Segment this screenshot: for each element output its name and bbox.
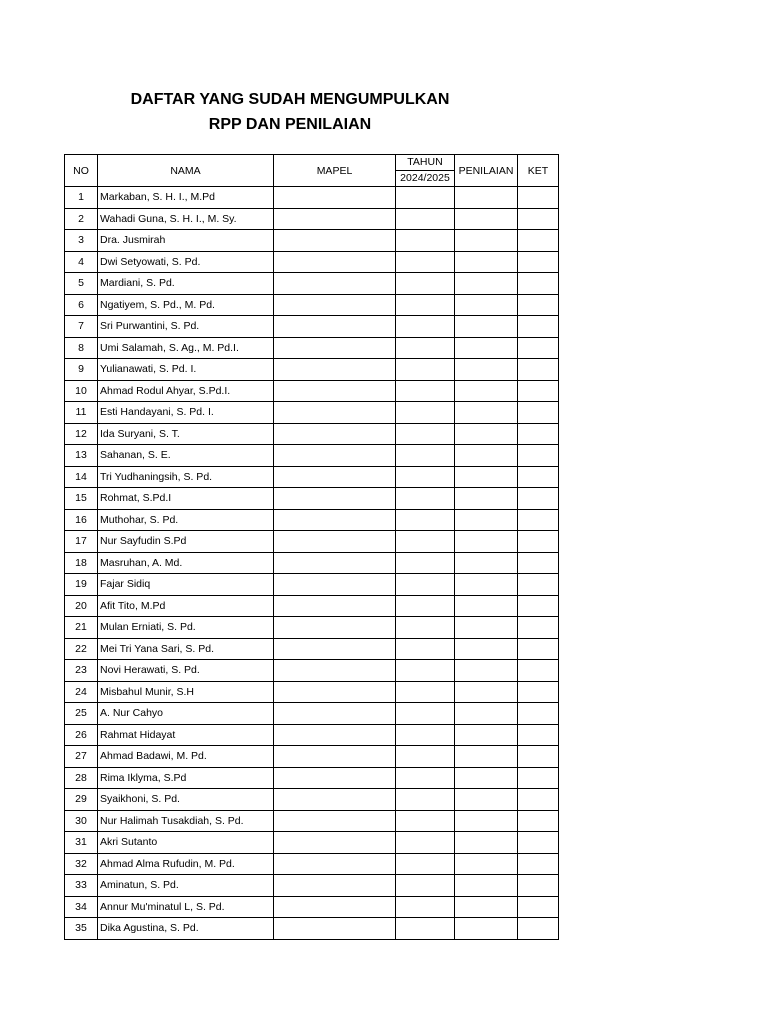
row-tahun-cell — [396, 251, 455, 273]
row-tahun-cell — [396, 531, 455, 553]
row-number: 3 — [65, 230, 98, 252]
table-row — [65, 380, 559, 402]
row-name: Aminatun, S. Pd. — [98, 875, 274, 897]
row-number: 5 — [65, 273, 98, 295]
row-name: Nur Halimah Tusakdiah, S. Pd. — [98, 810, 274, 832]
row-number: 7 — [65, 316, 98, 338]
table-row — [65, 660, 559, 682]
row-mapel-cell — [274, 488, 396, 510]
row-mapel-cell — [274, 423, 396, 445]
table-row — [65, 767, 559, 789]
row-number: 29 — [65, 789, 98, 811]
row-name: Masruhan, A. Md. — [98, 552, 274, 574]
row-number: 11 — [65, 402, 98, 424]
row-penilaian-cell — [455, 531, 518, 553]
row-name: Rohmat, S.Pd.I — [98, 488, 274, 510]
table-row — [65, 703, 559, 725]
row-penilaian-cell — [455, 488, 518, 510]
submission-table — [64, 154, 559, 940]
row-tahun-cell — [396, 574, 455, 596]
row-number: 30 — [65, 810, 98, 832]
table-row — [65, 896, 559, 918]
row-tahun-cell — [396, 337, 455, 359]
row-ket-cell — [518, 638, 559, 660]
row-number: 2 — [65, 208, 98, 230]
row-penilaian-cell — [455, 595, 518, 617]
row-penilaian-cell — [455, 552, 518, 574]
row-mapel-cell — [274, 531, 396, 553]
row-name: Nur Sayfudin S.Pd — [98, 531, 274, 553]
row-mapel-cell — [274, 918, 396, 940]
row-mapel-cell — [274, 316, 396, 338]
row-penilaian-cell — [455, 875, 518, 897]
table-row — [65, 359, 559, 381]
row-mapel-cell — [274, 380, 396, 402]
row-number: 34 — [65, 896, 98, 918]
row-ket-cell — [518, 466, 559, 488]
row-mapel-cell — [274, 187, 396, 209]
row-tahun-cell — [396, 896, 455, 918]
row-mapel-cell — [274, 230, 396, 252]
row-name: Mulan Erniati, S. Pd. — [98, 617, 274, 639]
row-tahun-cell — [396, 359, 455, 381]
row-name: Fajar Sidiq — [98, 574, 274, 596]
row-tahun-cell — [396, 445, 455, 467]
row-number: 10 — [65, 380, 98, 402]
row-number: 26 — [65, 724, 98, 746]
row-number: 21 — [65, 617, 98, 639]
row-tahun-cell — [396, 208, 455, 230]
row-penilaian-cell — [455, 617, 518, 639]
table-row — [65, 230, 559, 252]
table-row — [65, 617, 559, 639]
row-name: Sri Purwantini, S. Pd. — [98, 316, 274, 338]
row-penilaian-cell — [455, 853, 518, 875]
row-name: Wahadi Guna, S. H. I., M. Sy. — [98, 208, 274, 230]
row-number: 22 — [65, 638, 98, 660]
table-row — [65, 294, 559, 316]
row-ket-cell — [518, 681, 559, 703]
row-penilaian-cell — [455, 359, 518, 381]
row-tahun-cell — [396, 423, 455, 445]
row-name: Syaikhoni, S. Pd. — [98, 789, 274, 811]
row-penilaian-cell — [455, 294, 518, 316]
header-penilaian: PENILAIAN — [455, 155, 518, 187]
row-mapel-cell — [274, 746, 396, 768]
row-penilaian-cell — [455, 724, 518, 746]
row-name: Dwi Setyowati, S. Pd. — [98, 251, 274, 273]
row-number: 1 — [65, 187, 98, 209]
row-penilaian-cell — [455, 638, 518, 660]
table-row — [65, 681, 559, 703]
row-mapel-cell — [274, 617, 396, 639]
row-ket-cell — [518, 208, 559, 230]
row-penilaian-cell — [455, 767, 518, 789]
row-ket-cell — [518, 230, 559, 252]
table-row — [65, 595, 559, 617]
row-tahun-cell — [396, 380, 455, 402]
table-row — [65, 853, 559, 875]
table-row — [65, 724, 559, 746]
row-ket-cell — [518, 853, 559, 875]
row-name: Misbahul Munir, S.H — [98, 681, 274, 703]
row-number: 16 — [65, 509, 98, 531]
row-ket-cell — [518, 273, 559, 295]
row-name: Dika Agustina, S. Pd. — [98, 918, 274, 940]
row-mapel-cell — [274, 337, 396, 359]
row-number: 4 — [65, 251, 98, 273]
row-penilaian-cell — [455, 466, 518, 488]
row-mapel-cell — [274, 767, 396, 789]
row-name: Tri Yudhaningsih, S. Pd. — [98, 466, 274, 488]
row-ket-cell — [518, 445, 559, 467]
row-penilaian-cell — [455, 273, 518, 295]
row-penilaian-cell — [455, 896, 518, 918]
row-tahun-cell — [396, 681, 455, 703]
row-ket-cell — [518, 574, 559, 596]
row-name: A. Nur Cahyo — [98, 703, 274, 725]
row-penilaian-cell — [455, 402, 518, 424]
row-tahun-cell — [396, 660, 455, 682]
row-tahun-cell — [396, 746, 455, 768]
row-ket-cell — [518, 660, 559, 682]
row-number: 15 — [65, 488, 98, 510]
row-ket-cell — [518, 789, 559, 811]
row-number: 14 — [65, 466, 98, 488]
row-ket-cell — [518, 359, 559, 381]
table-row — [65, 466, 559, 488]
row-penilaian-cell — [455, 187, 518, 209]
table-row — [65, 337, 559, 359]
row-name: Mei Tri Yana Sari, S. Pd. — [98, 638, 274, 660]
row-number: 18 — [65, 552, 98, 574]
row-tahun-cell — [396, 187, 455, 209]
table-row — [65, 445, 559, 467]
row-name: Ngatiyem, S. Pd., M. Pd. — [98, 294, 274, 316]
row-penilaian-cell — [455, 703, 518, 725]
row-number: 12 — [65, 423, 98, 445]
row-tahun-cell — [396, 294, 455, 316]
row-ket-cell — [518, 337, 559, 359]
row-name: Ahmad Rodul Ahyar, S.Pd.I. — [98, 380, 274, 402]
row-number: 19 — [65, 574, 98, 596]
row-penilaian-cell — [455, 746, 518, 768]
row-mapel-cell — [274, 595, 396, 617]
row-tahun-cell — [396, 810, 455, 832]
row-ket-cell — [518, 531, 559, 553]
row-name: Sahanan, S. E. — [98, 445, 274, 467]
row-ket-cell — [518, 810, 559, 832]
row-penilaian-cell — [455, 832, 518, 854]
table-row — [65, 875, 559, 897]
table-row — [65, 488, 559, 510]
table-row — [65, 251, 559, 273]
row-penilaian-cell — [455, 918, 518, 940]
row-ket-cell — [518, 380, 559, 402]
row-mapel-cell — [274, 208, 396, 230]
row-mapel-cell — [274, 638, 396, 660]
row-ket-cell — [518, 187, 559, 209]
row-number: 27 — [65, 746, 98, 768]
row-name: Annur Mu'minatul L, S. Pd. — [98, 896, 274, 918]
row-mapel-cell — [274, 466, 396, 488]
table-row — [65, 509, 559, 531]
row-tahun-cell — [396, 230, 455, 252]
row-ket-cell — [518, 552, 559, 574]
row-name: Akri Sutanto — [98, 832, 274, 854]
row-penilaian-cell — [455, 208, 518, 230]
row-name: Ida Suryani, S. T. — [98, 423, 274, 445]
header-ket: KET — [518, 155, 559, 187]
table-row — [65, 918, 559, 940]
row-mapel-cell — [274, 251, 396, 273]
row-mapel-cell — [274, 853, 396, 875]
row-ket-cell — [518, 595, 559, 617]
row-number: 17 — [65, 531, 98, 553]
row-ket-cell — [518, 488, 559, 510]
row-number: 23 — [65, 660, 98, 682]
row-number: 13 — [65, 445, 98, 467]
row-penilaian-cell — [455, 574, 518, 596]
row-ket-cell — [518, 703, 559, 725]
row-mapel-cell — [274, 402, 396, 424]
table-row — [65, 746, 559, 768]
table-row — [65, 810, 559, 832]
row-mapel-cell — [274, 273, 396, 295]
row-number: 28 — [65, 767, 98, 789]
row-ket-cell — [518, 251, 559, 273]
table-row — [65, 552, 559, 574]
row-mapel-cell — [274, 896, 396, 918]
row-mapel-cell — [274, 574, 396, 596]
row-name: Rahmat Hidayat — [98, 724, 274, 746]
row-ket-cell — [518, 423, 559, 445]
row-ket-cell — [518, 832, 559, 854]
row-number: 35 — [65, 918, 98, 940]
row-ket-cell — [518, 896, 559, 918]
table-row — [65, 273, 559, 295]
row-penilaian-cell — [455, 316, 518, 338]
row-mapel-cell — [274, 660, 396, 682]
row-penilaian-cell — [455, 810, 518, 832]
row-ket-cell — [518, 617, 559, 639]
row-tahun-cell — [396, 724, 455, 746]
row-mapel-cell — [274, 359, 396, 381]
row-number: 8 — [65, 337, 98, 359]
row-name: Afit Tito, M.Pd — [98, 595, 274, 617]
row-mapel-cell — [274, 445, 396, 467]
row-penilaian-cell — [455, 423, 518, 445]
row-name: Muthohar, S. Pd. — [98, 509, 274, 531]
row-tahun-cell — [396, 595, 455, 617]
row-tahun-cell — [396, 617, 455, 639]
row-ket-cell — [518, 746, 559, 768]
row-tahun-cell — [396, 875, 455, 897]
row-penilaian-cell — [455, 660, 518, 682]
table-row — [65, 789, 559, 811]
row-ket-cell — [518, 509, 559, 531]
row-penilaian-cell — [455, 230, 518, 252]
header-tahun-year: 2024/2025 — [396, 171, 455, 187]
row-ket-cell — [518, 875, 559, 897]
table-row — [65, 638, 559, 660]
row-mapel-cell — [274, 832, 396, 854]
row-tahun-cell — [396, 316, 455, 338]
row-ket-cell — [518, 767, 559, 789]
row-name: Dra. Jusmirah — [98, 230, 274, 252]
table-row — [65, 187, 559, 209]
row-tahun-cell — [396, 509, 455, 531]
row-number: 24 — [65, 681, 98, 703]
row-tahun-cell — [396, 853, 455, 875]
row-tahun-cell — [396, 703, 455, 725]
row-number: 33 — [65, 875, 98, 897]
row-mapel-cell — [274, 509, 396, 531]
row-number: 9 — [65, 359, 98, 381]
row-ket-cell — [518, 294, 559, 316]
row-name: Mardiani, S. Pd. — [98, 273, 274, 295]
row-penilaian-cell — [455, 380, 518, 402]
row-mapel-cell — [274, 552, 396, 574]
row-name: Esti Handayani, S. Pd. I. — [98, 402, 274, 424]
row-penilaian-cell — [455, 445, 518, 467]
row-name: Yulianawati, S. Pd. I. — [98, 359, 274, 381]
row-mapel-cell — [274, 724, 396, 746]
row-penilaian-cell — [455, 789, 518, 811]
row-tahun-cell — [396, 488, 455, 510]
row-mapel-cell — [274, 810, 396, 832]
row-ket-cell — [518, 316, 559, 338]
header-no: NO — [65, 155, 98, 187]
row-name: Umi Salamah, S. Ag., M. Pd.I. — [98, 337, 274, 359]
row-tahun-cell — [396, 552, 455, 574]
table-row — [65, 574, 559, 596]
row-tahun-cell — [396, 767, 455, 789]
document-title: DAFTAR YANG SUDAH MENGUMPULKAN — [130, 91, 450, 108]
row-tahun-cell — [396, 832, 455, 854]
row-name: Ahmad Alma Rufudin, M. Pd. — [98, 853, 274, 875]
row-name: Markaban, S. H. I., M.Pd — [98, 187, 274, 209]
row-tahun-cell — [396, 638, 455, 660]
row-ket-cell — [518, 724, 559, 746]
row-penilaian-cell — [455, 337, 518, 359]
table-body — [65, 187, 559, 940]
header-tahun: TAHUN — [396, 155, 455, 171]
row-penilaian-cell — [455, 251, 518, 273]
row-tahun-cell — [396, 466, 455, 488]
row-number: 25 — [65, 703, 98, 725]
row-name: Rima Iklyma, S.Pd — [98, 767, 274, 789]
row-mapel-cell — [274, 681, 396, 703]
table-row — [65, 402, 559, 424]
row-penilaian-cell — [455, 509, 518, 531]
row-number: 31 — [65, 832, 98, 854]
header-mapel: MAPEL — [274, 155, 396, 187]
row-mapel-cell — [274, 703, 396, 725]
row-ket-cell — [518, 918, 559, 940]
row-ket-cell — [518, 402, 559, 424]
row-mapel-cell — [274, 294, 396, 316]
row-penilaian-cell — [455, 681, 518, 703]
row-number: 32 — [65, 853, 98, 875]
table-row — [65, 832, 559, 854]
row-tahun-cell — [396, 273, 455, 295]
table-row — [65, 316, 559, 338]
row-number: 20 — [65, 595, 98, 617]
table-row — [65, 531, 559, 553]
row-tahun-cell — [396, 918, 455, 940]
header-nama: NAMA — [98, 155, 274, 187]
row-number: 6 — [65, 294, 98, 316]
document-subtitle: RPP DAN PENILAIAN — [208, 116, 372, 133]
row-mapel-cell — [274, 875, 396, 897]
table-row — [65, 208, 559, 230]
row-name: Ahmad Badawi, M. Pd. — [98, 746, 274, 768]
row-tahun-cell — [396, 789, 455, 811]
row-mapel-cell — [274, 789, 396, 811]
row-tahun-cell — [396, 402, 455, 424]
row-name: Novi Herawati, S. Pd. — [98, 660, 274, 682]
table-row — [65, 423, 559, 445]
